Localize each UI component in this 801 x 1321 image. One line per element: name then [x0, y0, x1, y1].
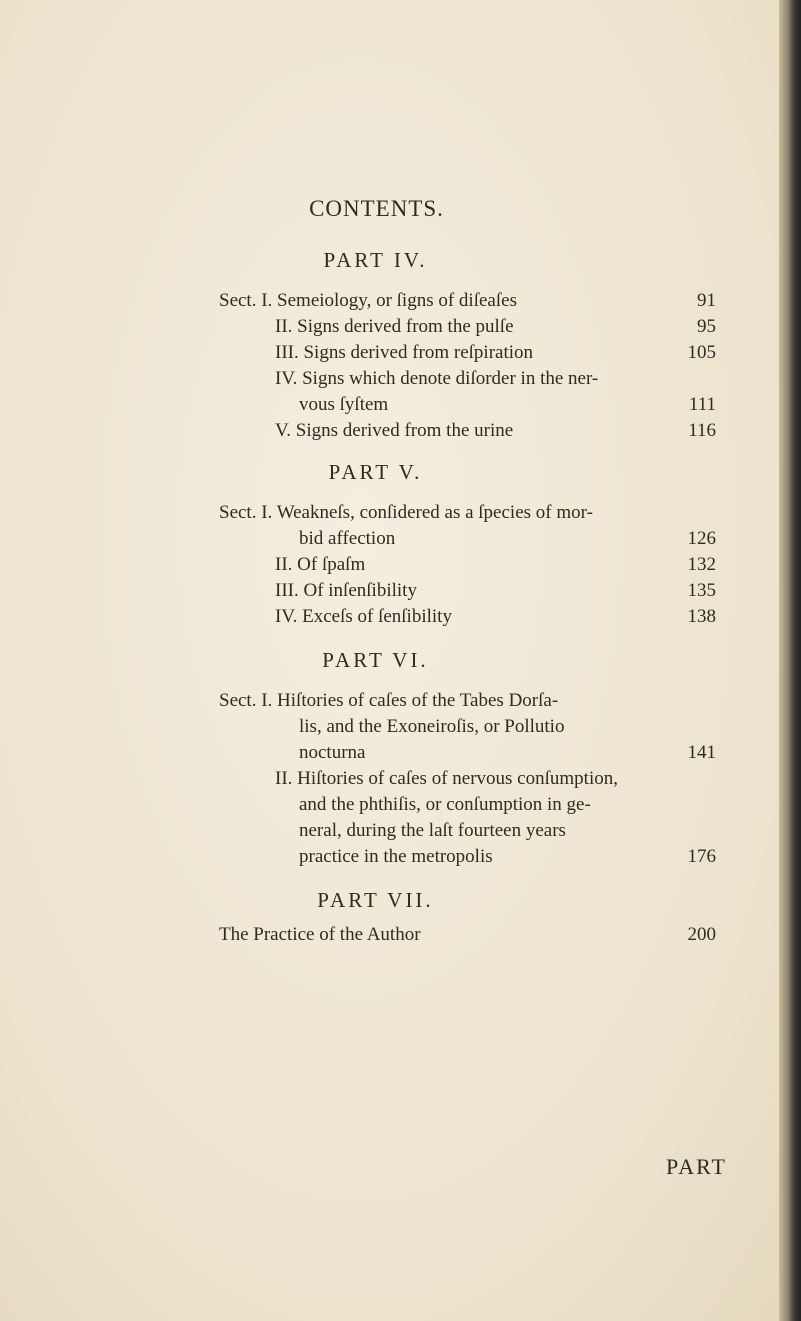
- toc-page-number: 135: [687, 580, 716, 601]
- toc-page-number: 126: [687, 528, 716, 549]
- toc-page-number: 116: [688, 420, 716, 441]
- toc-page-number: 138: [687, 606, 716, 627]
- toc-line: nocturna: [299, 742, 366, 763]
- part-vi-heading: PART VI.: [322, 648, 429, 672]
- toc-line: II. Of ſpaſm: [275, 554, 366, 575]
- toc-page-number: 111: [688, 394, 716, 415]
- toc-page-number: 105: [687, 342, 716, 363]
- toc-page-number: 132: [687, 554, 716, 575]
- toc-line: II. Signs derived from the pulſe: [275, 316, 514, 337]
- toc-line: bid affection: [299, 528, 396, 549]
- toc-line: practice in the metropolis: [299, 846, 493, 867]
- toc-page-number: 95: [697, 316, 716, 337]
- toc-line: Sect. I. Hiſtories of caſes of the Tabes Dorſa-: [219, 690, 559, 711]
- toc-line: lis, and the Exoneiroſis, or Pollutio: [299, 716, 565, 737]
- toc-line: and the phthiſis, or conſumption in ge-: [299, 794, 591, 815]
- toc-page-number: 200: [687, 924, 716, 945]
- toc-line: The Practice of the Author: [219, 924, 421, 945]
- part-vii-heading: PART VII.: [317, 888, 434, 912]
- part-iv-heading: PART IV.: [323, 248, 428, 272]
- toc-line: V. Signs derived from the urine: [275, 420, 514, 441]
- toc-line: IV. Exceſs of ſenſibility: [275, 606, 452, 627]
- toc-line: III. Of inſenſibility: [275, 580, 417, 601]
- toc-line: Sect. I. Weakneſs, conſidered as a ſpecies of mor-: [219, 502, 593, 523]
- toc-line: neral, during the laſt fourteen years: [299, 820, 566, 841]
- toc-page-number: 91: [697, 290, 716, 311]
- toc-line: vous ſyſtem: [299, 394, 389, 415]
- part-v-heading: PART V.: [328, 460, 423, 484]
- toc-page-number: 141: [687, 742, 716, 763]
- toc-line: III. Signs derived from reſpiration: [275, 342, 534, 363]
- catchword: PART: [666, 1154, 727, 1179]
- toc-line: IV. Signs which denote diſorder in the ner-: [275, 368, 599, 389]
- contents-title: CONTENTS.: [309, 196, 444, 221]
- book-spine: [779, 0, 801, 1321]
- toc-page-number: 176: [687, 846, 716, 867]
- toc-line: Sect. I. Semeiology, or ſigns of diſeaſes: [219, 290, 517, 311]
- toc-line: II. Hiſtories of caſes of nervous conſumption,: [275, 768, 618, 789]
